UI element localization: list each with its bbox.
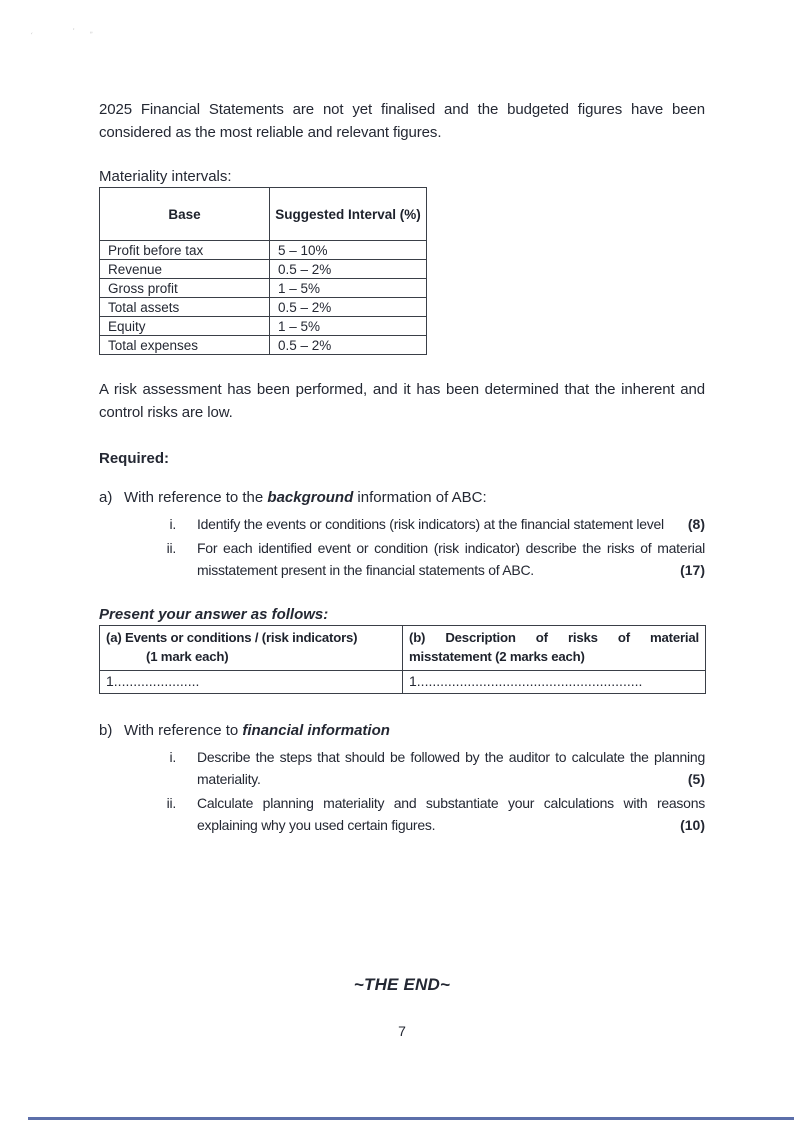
- the-end-label: ~THE END~: [353, 974, 451, 994]
- scan-artifact-line: [28, 1117, 794, 1120]
- answer-format-table: [99, 625, 706, 694]
- part-b-label: b): [99, 721, 113, 739]
- pen-mark: ˮ: [90, 31, 93, 40]
- interval-cell: 1 – 5%: [270, 279, 427, 298]
- mark-allocation: (8): [687, 516, 705, 532]
- table-row: [100, 260, 427, 279]
- requirement-b-ii: [99, 792, 705, 837]
- table-row: [100, 298, 427, 317]
- intro-paragraph: 2025 Financial Statements are not yet finalised and the budgeted figures have been considered as the most reliable and relevant figures.: [99, 101, 705, 141]
- column-header-events: (a) Events or conditions / (risk indicators) (1 mark each): [100, 625, 403, 670]
- mark-allocation: (5): [687, 771, 705, 787]
- item-text-wrap: [197, 513, 705, 536]
- pen-mark: ʻ: [28, 31, 34, 40]
- answer-cell-a: 1......................: [100, 670, 403, 693]
- item-text: Calculate planning materiality and substantiate your calculations with reasons explaining why you used certain figures.: [197, 794, 705, 833]
- item-text: For each identified event or condition (risk indicator) describe the risks of material misstatement present in the financial statements of ABC.: [197, 539, 705, 578]
- interval-cell: 1 – 5%: [270, 317, 427, 336]
- risk-assessment-paragraph: A risk assessment has been performed, and it has been determined that the inherent and control risks are low.: [99, 381, 705, 421]
- required-heading: Required:: [99, 450, 170, 467]
- emphasis-financial-information: financial information: [242, 721, 390, 739]
- table-row: [100, 336, 427, 355]
- emphasis-background: background: [267, 489, 354, 506]
- item-numeral: ii.: [166, 794, 176, 811]
- part-a-lead-text: With reference to the background information of ABC:: [124, 489, 487, 506]
- requirement-a-ii: [99, 537, 705, 582]
- item-numeral: i.: [169, 516, 176, 532]
- requirement-a-i: [99, 513, 705, 536]
- requirement-b-i: [99, 746, 705, 791]
- base-cell: Revenue: [100, 260, 270, 279]
- item-text-wrap: [197, 537, 705, 582]
- mark-allocation: (10): [680, 817, 705, 833]
- page-number: 7: [398, 1022, 406, 1039]
- item-text: Describe the steps that should be followed by the auditor to calculate the planning materiality.: [197, 748, 705, 787]
- table-header-row: [100, 188, 427, 241]
- interval-cell: 0.5 – 2%: [270, 336, 427, 355]
- part-b-lead-text: With reference to financial information: [124, 721, 390, 739]
- item-numeral: ii.: [166, 539, 176, 556]
- item-text-wrap: [197, 746, 705, 791]
- column-header-base: Base: [100, 188, 270, 241]
- column-header-interval: Suggested Interval (%): [270, 188, 427, 241]
- interval-cell: 5 – 10%: [270, 241, 427, 260]
- table-row: [100, 241, 427, 260]
- part-a-label: a): [99, 489, 113, 506]
- mark-allocation: (17): [680, 562, 705, 578]
- present-answer-heading: Present your answer as follows:: [99, 605, 329, 623]
- base-cell: Profit before tax: [100, 241, 270, 260]
- answer-cell-b: 1..........................................................: [403, 670, 706, 693]
- item-numeral: i.: [169, 748, 176, 765]
- table-row: [100, 317, 427, 336]
- base-cell: Total assets: [100, 298, 270, 317]
- table-row: [100, 670, 706, 693]
- interval-cell: 0.5 – 2%: [270, 260, 427, 279]
- base-cell: Equity: [100, 317, 270, 336]
- materiality-label: Materiality intervals:: [99, 168, 232, 185]
- base-cell: Total expenses: [100, 336, 270, 355]
- table-header-row: [100, 625, 706, 670]
- item-text-wrap: [197, 792, 705, 837]
- pen-mark: ʹ: [73, 27, 75, 36]
- column-header-description: (b) Description of risks of material misstatement (2 marks each): [403, 625, 706, 670]
- base-cell: Gross profit: [100, 279, 270, 298]
- item-text: Identify the events or conditions (risk indicators) at the financial statement level: [197, 516, 664, 532]
- table-row: [100, 279, 427, 298]
- interval-cell: 0.5 – 2%: [270, 298, 427, 317]
- part-a-lead: [99, 487, 705, 509]
- part-b-lead: [99, 720, 705, 742]
- materiality-table: [99, 187, 427, 355]
